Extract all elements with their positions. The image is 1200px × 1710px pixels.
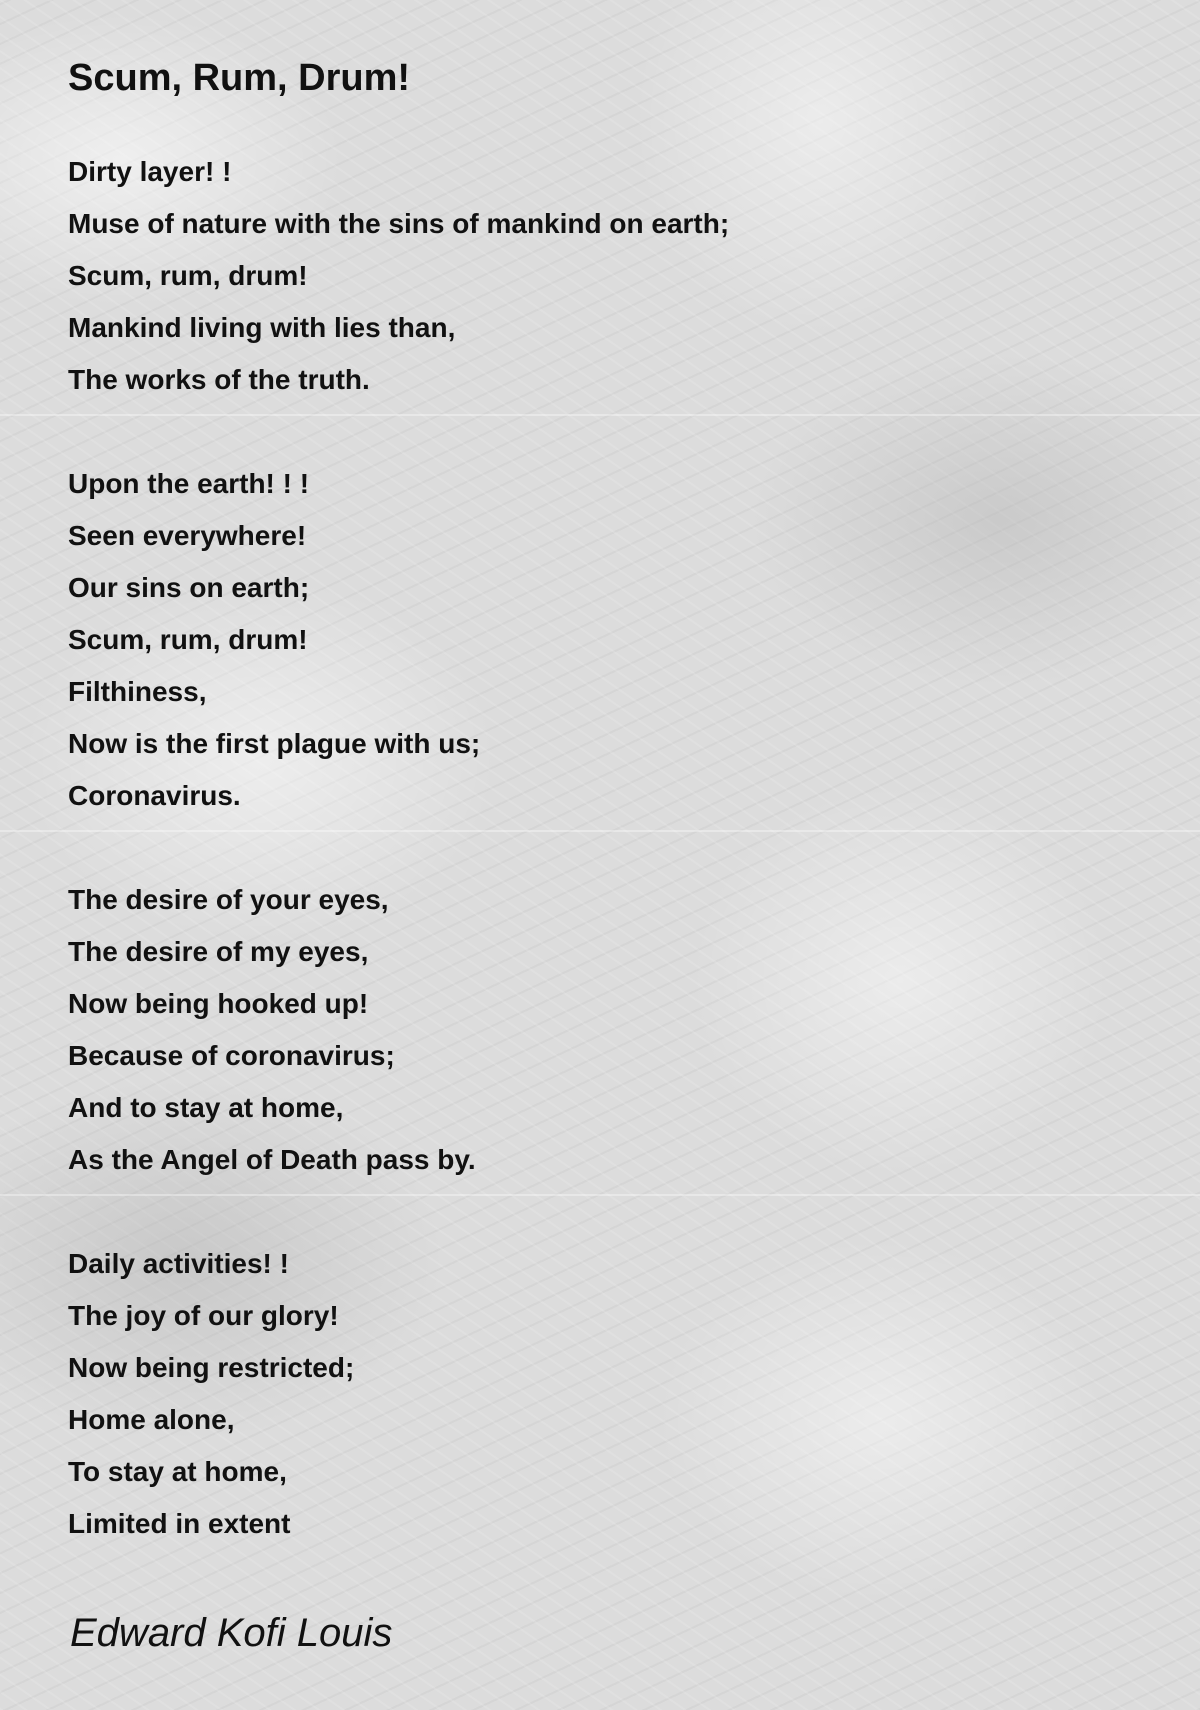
poem-line: Now being restricted;	[68, 1352, 355, 1383]
poem-line: Because of coronavirus;	[68, 1040, 395, 1071]
poem-line: Scum, rum, drum!	[68, 260, 308, 291]
poem-line: As the Angel of Death pass by.	[68, 1144, 476, 1175]
poem-line: The works of the truth.	[68, 364, 370, 395]
stanza-3	[68, 874, 1148, 1186]
poem-line: The desire of your eyes,	[68, 884, 389, 915]
poem-page	[68, 52, 1148, 1602]
poem-line: Seen everywhere!	[68, 520, 307, 551]
poem-line: Daily activities! !	[68, 1248, 289, 1279]
poem-line: Now is the first plague with us;	[68, 728, 481, 759]
stanza-2	[68, 458, 1148, 822]
poem-line: The joy of our glory!	[68, 1300, 339, 1331]
poem-line: Mankind living with lies than,	[68, 312, 456, 343]
stanza-4	[68, 1238, 1148, 1550]
poem-line: Home alone,	[68, 1404, 235, 1435]
poem-line: To stay at home,	[68, 1456, 287, 1487]
poem-line: Limited in extent	[68, 1508, 291, 1539]
stanza-1	[68, 146, 1148, 406]
poem-line: Dirty layer! !	[68, 156, 232, 187]
poem-author: Edward Kofi Louis	[70, 1611, 393, 1655]
poem-line: And to stay at home,	[68, 1092, 344, 1123]
poem-line: Muse of nature with the sins of mankind on earth;	[68, 208, 730, 239]
poem-line: Scum, rum, drum!	[68, 624, 308, 655]
poem-title: Scum, Rum, Drum!	[68, 57, 411, 99]
poem-line: Filthiness,	[68, 676, 207, 707]
poem-line: Now being hooked up!	[68, 988, 369, 1019]
poem-body	[68, 146, 1148, 1550]
poem-line: Upon the earth! ! !	[68, 468, 310, 499]
poem-line: Our sins on earth;	[68, 572, 310, 603]
poem-line: The desire of my eyes,	[68, 936, 369, 967]
poem-line: Coronavirus.	[68, 780, 241, 811]
